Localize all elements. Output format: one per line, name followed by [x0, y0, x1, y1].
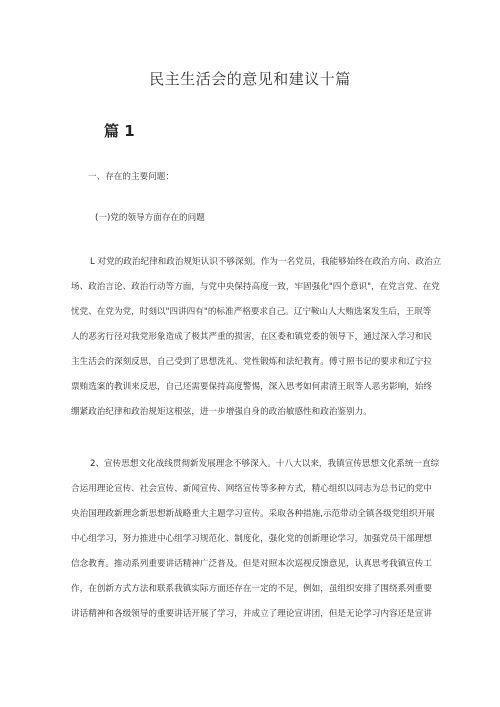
paragraph2-line: 央治国理政新理念新思想新战略重大主题学习宣传。采取各种措施,示范带动全镇各级党组织开展 — [71, 509, 435, 519]
paragraph2-line: 作，在创新方式方法和联系我镇实际方面还存在一定的不足，例如，虽组织安排了围绕系列重要 — [71, 584, 432, 594]
paragraph1-line: L 对党的政治纪律和政治规矩认识不够深刻。作为一名党员，我能够始终在政治方向、政治立 — [90, 257, 442, 267]
heading-problems: 一、存在的主要问题： — [88, 172, 174, 182]
paragraph2-line: 讲话精神和各级领导的重要讲话开展了学习，并成立了理论宣讲团，但是无论学习内容还是宣讲 — [71, 609, 432, 619]
paragraph1-line: 绷紧政治纪律和政治规矩这根弦，进一步增强自身的政治敏感性和政治鉴别力。 — [71, 407, 372, 417]
paragraph2-line: 中心组学习，努力推进中心组学习规范化、制度化，强化党的创新理论学习，加强党员干部理想 — [71, 534, 432, 544]
paragraph2-line: 信念教育。推动系列重要讲话精神广泛普及。但是对照本次巡视反馈意见，认真思考我镇宣传工 — [71, 559, 432, 569]
paragraph1-line: 人的恶劣行径对我党形象造成了极其严重的损害，在区委和镇党委的领导下，通过深入学习和民 — [71, 332, 432, 342]
paragraph2-line: 2、宣传思想文化战线贯彻新发展理念不够深入。十八大以来，我镇宣传思想文化系统一直综 — [90, 459, 440, 469]
paragraph1-line: 场、政治言论、政治行动等方面，与党中央保持高度一致，牢固强化"四个意识"，在党言党、在党 — [71, 282, 440, 292]
paragraph1-line: 忧党、在党为党，时刻以"四讲四有"的标准严格要求自己。辽宁鞍山人大贿选案发生后，王珉等 — [71, 307, 432, 317]
paragraph1-line: 票贿选案的教训来反思，自己还需要保持高度警惕，深入思考如何肃清王珉等人恶劣影响，始终 — [71, 382, 432, 392]
heading-party-leadership: (一)党的领导方面存在的问题 — [95, 213, 205, 223]
document-title: 民主生活会的意见和建议十篇 — [149, 70, 351, 88]
paragraph1-line: 主生活会的深刻反思，自己受到了思想洗礼、党性锻炼和法纪教育。傅寸照书记的要求和辽宁拉 — [71, 357, 432, 367]
paragraph2-line: 合运用理论宣传、社会宣传、新闻宣传、网络宣传等多种方式，精心组织以同志为总书记的党中 — [71, 484, 432, 494]
section-heading: 篇 1 — [104, 122, 135, 140]
